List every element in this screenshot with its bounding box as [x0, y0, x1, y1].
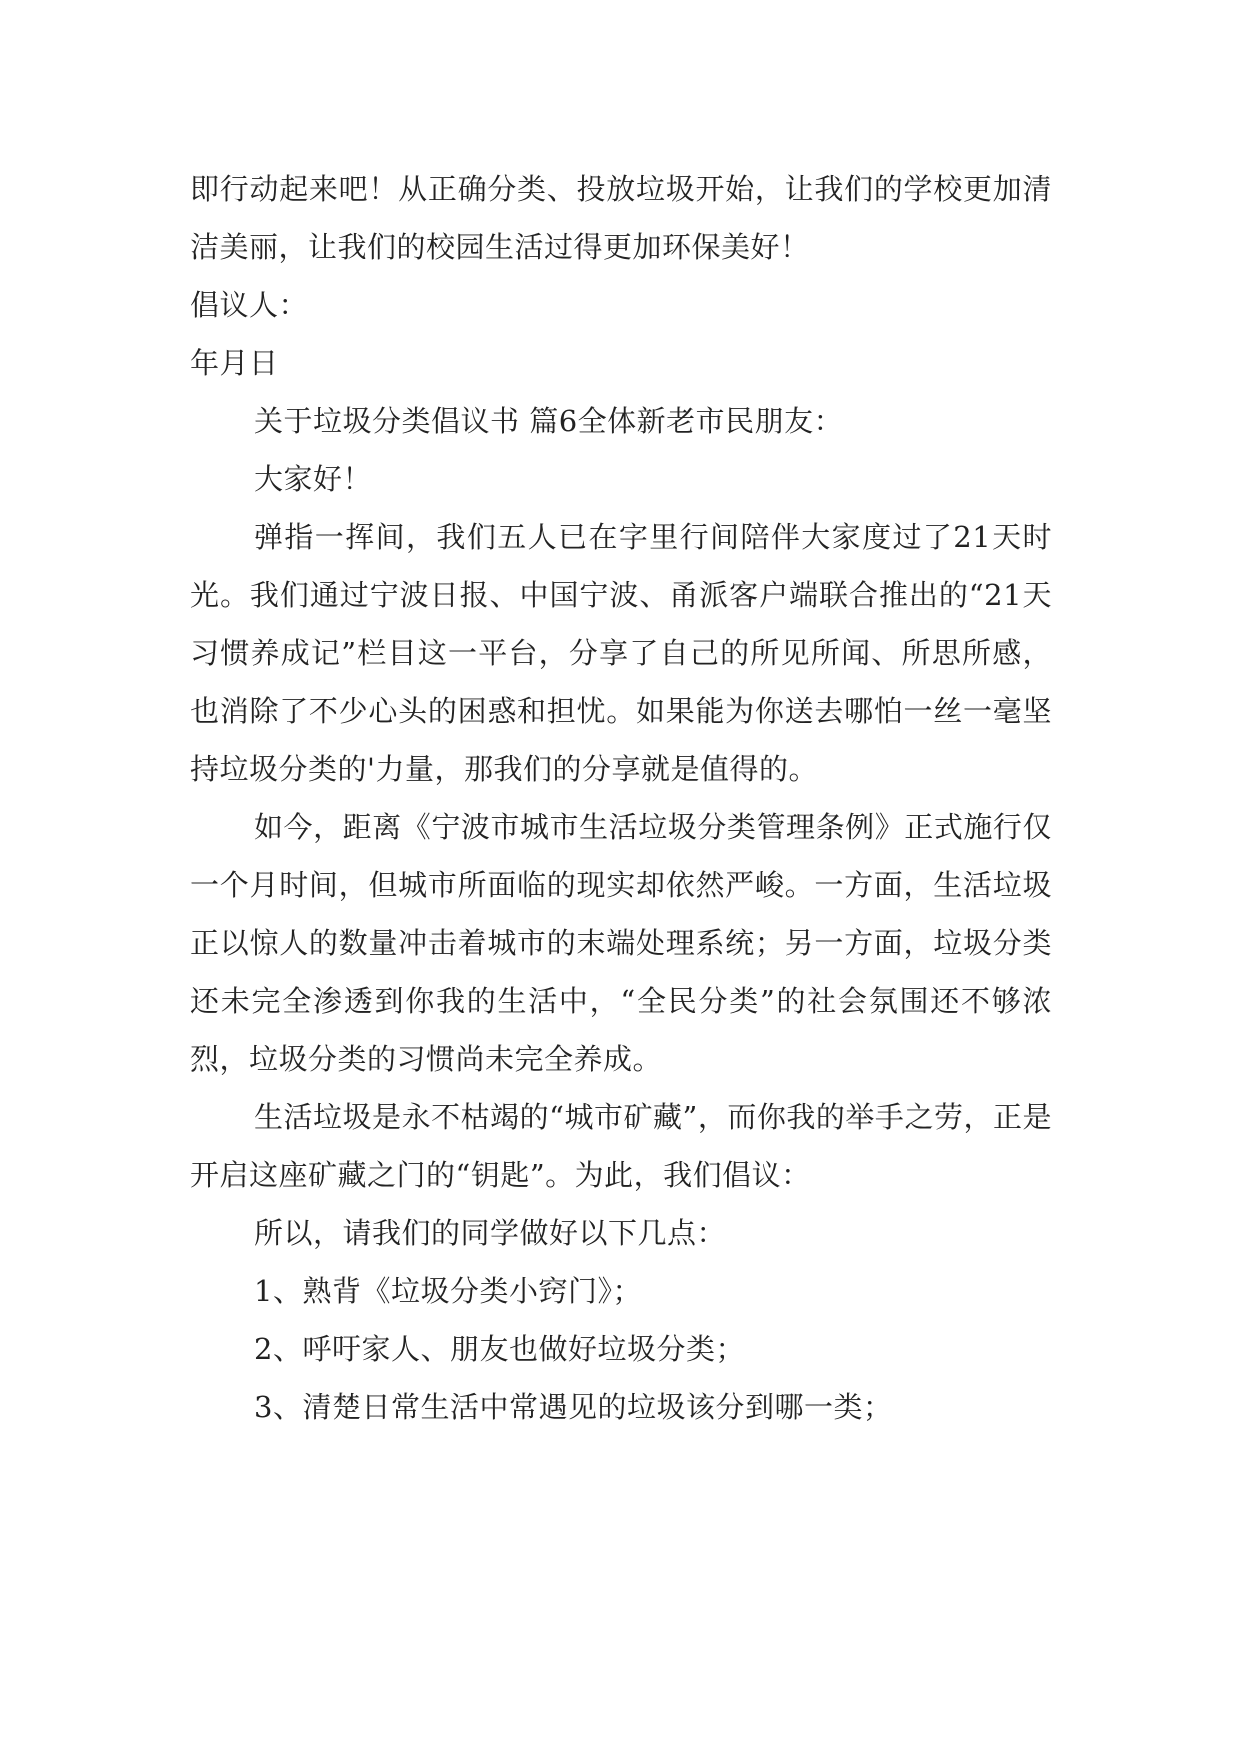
date-label: 年月日	[190, 346, 279, 380]
section-heading: 关于垃圾分类倡议书 篇6全体新老市民朋友：	[254, 404, 844, 438]
paragraph: 所以，请我们的同学做好以下几点：	[254, 1216, 727, 1250]
paragraph: 生活垃圾是永不枯竭的“城市矿藏”，而你我的举手之劳，正是开启这座矿藏之门的“钥匙”。为此，我们倡议：	[190, 1100, 1052, 1192]
paragraph-continuation: 即行动起来吧！从正确分类、投放垃圾开始，让我们的学校更加清洁美丽，让我们的校园生活过得更加环保美好！	[190, 172, 1052, 264]
greeting: 大家好！	[254, 462, 373, 496]
list-item: 2、呼吁家人、朋友也做好垃圾分类；	[254, 1332, 745, 1366]
paragraph: 如今，距离《宁波市城市生活垃圾分类管理条例》正式施行仅一个月时间，但城市所面临的现实却依然严峻。一方面，生活垃圾正以惊人的数量冲击着城市的末端处理系统；另一方面，垃圾分类还未完全渗透到你我的生活中，“全民分类”的社会氛围还不够浓烈，垃圾分类的习惯尚未完全养成。	[190, 810, 1052, 1076]
list-item: 1、熟背《垃圾分类小窍门》；	[254, 1274, 642, 1308]
list-item: 3、清楚日常生活中常遇见的垃圾该分到哪一类；	[254, 1390, 893, 1424]
paragraph: 弹指一挥间，我们五人已在字里行间陪伴大家度过了21天时光。我们通过宁波日报、中国宁波、甬派客户端联合推出的“21天习惯养成记”栏目这一平台，分享了自己的所见所闻、所思所感，也消除了不少心头的困惑和担忧。如果能为你送去哪怕一丝一毫坚持垃圾分类的'力量，那我们的分享就是值得的。	[190, 520, 1052, 786]
signature-label: 倡议人：	[190, 288, 309, 322]
document-body	[190, 160, 1052, 1436]
